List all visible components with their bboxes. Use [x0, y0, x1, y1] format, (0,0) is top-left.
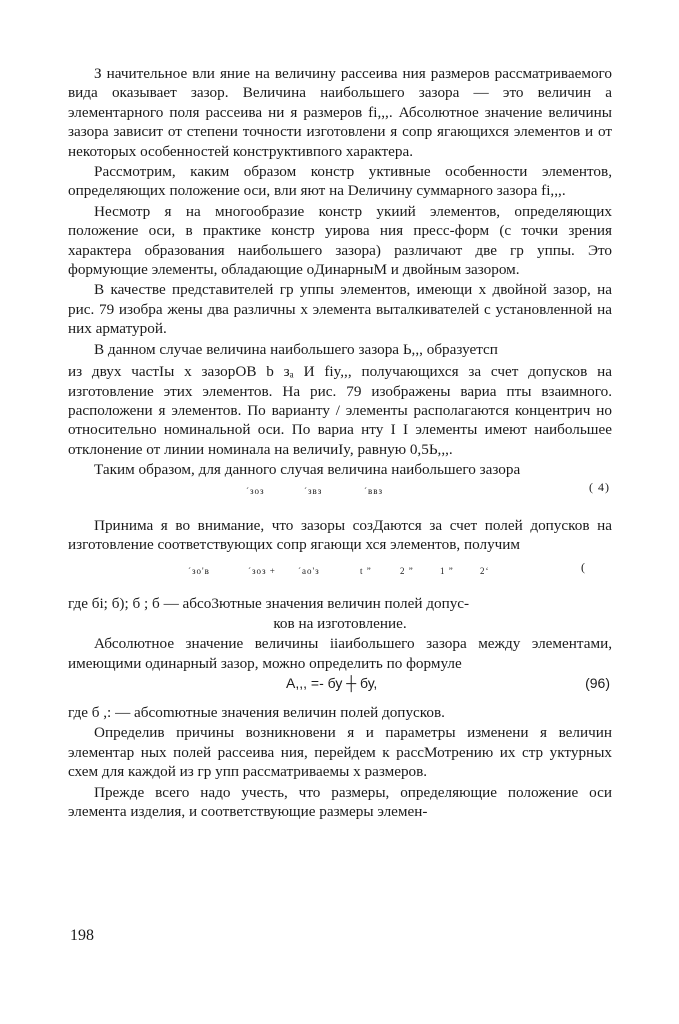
formula-2-term-b: ´зоз + [248, 566, 276, 577]
paragraph-9: Абсолютное значение величины iiаибольшего зазора между элементами, имеющими одинарный зазор, можно определить по формуле [68, 635, 612, 672]
formula-96 [68, 673, 612, 699]
formula-2-number: ( [581, 560, 586, 575]
formula-2-term-d: t ” [360, 566, 372, 577]
formula-2-term-c: ´ао'з [298, 566, 320, 577]
paragraph-2: Рассмотрим, каким образом констр уктивные особенности элементов, определяющих положение оси, вли яют на Dеличину суммарного зазора fi,,,. [68, 163, 612, 200]
page-body [68, 64, 612, 821]
paragraph-1: З начительное вли яние на величину рассеива ния размеров рассматриваемого вида оказывает зазор. Величина наибольшего зазора — это величин а элементарного поля рассеива ни я размеров fi,,,. Абсолютное значение величины зазора зависит от степени точности изготовлени я сопр ягающихся элементов и от некоторых особенностей конструктивпого характера. [68, 65, 612, 160]
formula-1-term-c: ´ввз [364, 485, 384, 496]
formula-2-term-g: 2‘ [480, 566, 490, 577]
paragraph-11: Определив причины возникновени я и параметры изменени я величин элементар ных полей рассеива ния, перейдем к расcМотрению их стр уктурных схем для каждой из гр упп рассматриваемы х размеров. [68, 724, 612, 781]
formula-1-number: ( 4) [589, 479, 610, 494]
paragraph-7: Принима я во внимание, что зазоры созДаются за счет полей допусков на изготовление соответствующих сопр ягающи хся элементов, получим [68, 516, 612, 553]
formula-96-expression: A,,, =- бу ┼ бу, [286, 674, 378, 691]
paragraph-5-first-line: В данном случае величина наибольшего зазора Ь,,, образуетсп [94, 340, 498, 358]
formula-1-term-a: ´зоз [246, 485, 265, 496]
paragraph-12: Прежде всего надо учесть, что размеры, определяющие положение оси элемента изделия, и соответствующие размеры элемен- [68, 783, 612, 820]
formula-2-term-f: 1 ” [440, 566, 454, 577]
paragraph-4: В качестве представителей гр уппы элементов, имеющи х двойной зазор, на рис. 79 изобра жены два различны х элемента выталкивателей с установленной на них арматурой. [68, 281, 612, 338]
paragraph-3: Несмотр я на многообразие констр укиий элементов, определяющих положение оси, в практике констр уирова ния пресс-форм (с точки зрения характера образования наибольшего зазора) различают две гр уппы. Это формующие элементы, обладающие оДинарныМ и двойным зазором. [68, 202, 612, 279]
page-number: 198 [70, 927, 94, 944]
paragraph-8-line-2: ков на изготовление. [273, 614, 407, 632]
formula-2 [68, 560, 612, 586]
formula-2-term-a: ´зо'в [188, 566, 210, 577]
formula-96-number: (96) [585, 674, 610, 691]
paragraph-6: Таким образом, для данного случая величина наибольшего зазора [94, 461, 521, 479]
paragraph-8-line-1: где бi; б); б ; б — абсо3ютные значения величин полей допус- [68, 595, 470, 613]
paragraph-5-body: из двух частIы х зазорОВ b зₐ И fiy,,, получающихся за счет допусков на изготовление этих элементов. На рис. 79 изображены вариа пты взаимного. расположени я элементов. По варианту / элементы располагаются концентрич но относительно номинальной оси. По вариа нту I I элементы имеют наибольшее отклонение от линии номинала на величиIy, равную 0,5Ь,,,. [68, 363, 612, 458]
formula-1-term-b: ´звз [304, 485, 323, 496]
formula-2-term-e: 2 ” [400, 566, 414, 577]
formula-1 [68, 480, 612, 504]
paragraph-10: где б ,: — абсоmютные значения величин полей допусков. [68, 703, 445, 721]
